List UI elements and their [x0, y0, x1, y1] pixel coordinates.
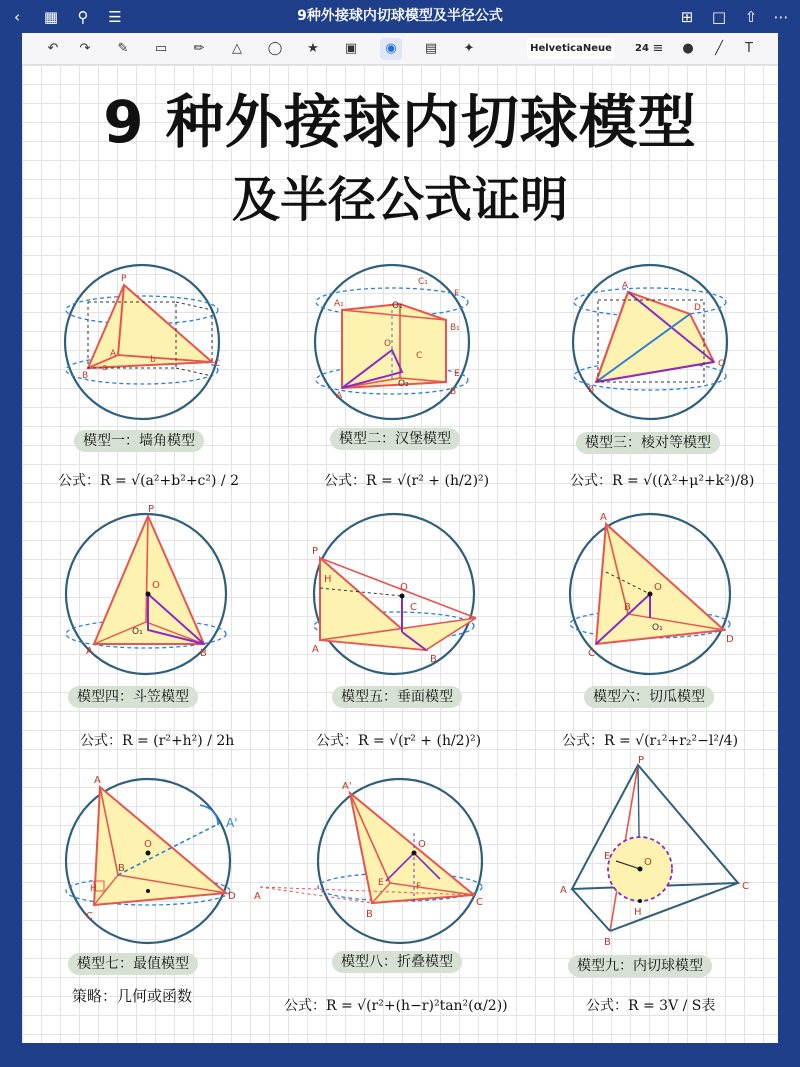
redo-icon[interactable]: ↷: [79, 41, 91, 56]
line-style-icon[interactable]: ╱: [715, 41, 723, 56]
search-icon[interactable]: ⚲: [77, 8, 89, 26]
model-3-name: 模型三：棱对等模型: [576, 432, 720, 454]
label-P: P: [148, 504, 155, 515]
camera-icon[interactable]: ◉: [380, 38, 402, 60]
model-1-formula: 公式：R = √(a²+b²+c²) / 2: [58, 473, 239, 489]
model-6-diagram: [538, 512, 778, 672]
label-A: A: [312, 644, 319, 655]
label-A: A: [336, 391, 343, 401]
note-page: [22, 65, 778, 1043]
label-B: B: [604, 937, 611, 948]
font-selector[interactable]: HelveticaNeue: [527, 38, 615, 59]
model-1: [22, 270, 262, 500]
more-icon[interactable]: ⋯: [773, 8, 789, 26]
top-bar: [0, 0, 800, 33]
label-P: P: [121, 274, 127, 284]
model-9-name: 模型九：内切球模型: [568, 955, 712, 977]
label-A-prime: A': [226, 816, 238, 830]
grid-view-icon[interactable]: ▦: [43, 8, 59, 26]
audio-icon[interactable]: ☰: [108, 8, 122, 26]
label-A: A: [622, 281, 629, 291]
align-icon[interactable]: ≡: [652, 41, 664, 56]
model-5-name: 模型五：垂面模型: [332, 686, 462, 708]
model-8-diagram: [254, 773, 524, 948]
label-O2: O₂: [398, 379, 409, 389]
label-b: b: [150, 355, 156, 365]
label-B: B: [118, 863, 125, 874]
model-8-name: 模型八：折叠模型: [332, 951, 462, 973]
model-2: [280, 270, 520, 500]
model-9: [538, 755, 778, 1023]
model-8-formula: 公式：R = √(r²+(h−r)²tan²(α/2)): [284, 998, 508, 1014]
pen-icon[interactable]: ✎: [117, 41, 129, 56]
label-C: C: [742, 881, 749, 892]
label-O: O: [400, 582, 408, 593]
bookmark-icon[interactable]: □: [711, 8, 727, 26]
label-A: A: [254, 891, 261, 902]
model-4-formula: 公式：R = (r²+h²) / 2h: [80, 733, 235, 749]
model-4-diagram: [22, 504, 262, 672]
label-O1: O₁: [132, 627, 143, 637]
label-A: A: [110, 349, 117, 359]
model-6-formula: 公式：R = √(r₁²+r₂²−l²/4): [562, 733, 739, 749]
label-A: A: [600, 512, 607, 523]
label-B: B: [588, 385, 595, 395]
label-F: F: [454, 289, 460, 299]
label-C1: C₁: [418, 277, 428, 287]
model-6-name: 模型六：切瓜模型: [584, 686, 714, 708]
page-subtitle: 及半径公式证明: [231, 172, 568, 228]
label-E: E: [378, 878, 384, 888]
label-D: D: [726, 634, 734, 645]
label-D: D: [694, 303, 701, 313]
label-H: H: [324, 574, 332, 585]
label-F: F: [416, 882, 422, 892]
label-B: B: [366, 909, 373, 920]
label-B: B: [82, 371, 89, 381]
model-4-name: 模型四：斗笠模型: [68, 686, 198, 708]
model-7: [22, 773, 262, 1023]
label-C: C: [416, 351, 423, 361]
label-C: C: [214, 359, 221, 369]
model-2-name: 模型二：汉堡模型: [330, 428, 460, 450]
model-6: [538, 512, 778, 757]
add-page-icon[interactable]: ⊞: [680, 8, 694, 26]
label-A: A: [94, 775, 101, 786]
label-C: C: [410, 602, 417, 613]
label-E: E: [604, 851, 611, 862]
model-2-diagram: [280, 270, 520, 420]
model-9-diagram: [538, 755, 778, 949]
label-D: D: [228, 891, 236, 902]
label-O1: O₁: [392, 301, 403, 311]
model-3-diagram: [538, 270, 778, 420]
label-O1: O₁: [652, 623, 663, 633]
highlighter-icon[interactable]: ✏: [193, 41, 205, 56]
model-3-formula: 公式：R = √((λ²+μ²+k²)/8): [570, 473, 755, 489]
label-A-prime: A': [342, 781, 352, 792]
text-box-icon[interactable]: T: [745, 41, 753, 56]
back-icon[interactable]: ‹: [14, 8, 20, 26]
page-title: 9 种外接球内切球模型: [103, 88, 697, 156]
image-icon[interactable]: ▣: [344, 41, 358, 56]
color-picker-icon[interactable]: ●: [682, 41, 694, 56]
label-E: E: [454, 369, 460, 379]
label-H: H: [90, 884, 97, 894]
label-O: O: [644, 857, 652, 868]
label-O: O: [418, 839, 426, 850]
editor-toolbar: [22, 33, 778, 65]
model-1-diagram: [22, 270, 262, 420]
label-H: H: [634, 907, 642, 918]
model-5: [280, 512, 520, 757]
label-B1: B₁: [450, 323, 460, 333]
label-C: C: [86, 911, 93, 922]
label-a: a: [102, 363, 108, 373]
shapes-icon[interactable]: △: [232, 41, 242, 56]
label-P: P: [638, 755, 645, 766]
scan-icon[interactable]: ▤: [424, 41, 438, 56]
sticker-icon[interactable]: ★: [307, 41, 319, 56]
label-O: O: [384, 339, 392, 349]
label-B: B: [450, 387, 457, 397]
model-2-formula: 公式：R = √(r² + (h/2)²): [324, 473, 490, 489]
font-size-selector[interactable]: 24: [635, 43, 649, 54]
share-icon[interactable]: ⇧: [744, 8, 758, 26]
laser-icon[interactable]: ✦: [463, 41, 475, 56]
model-3: [538, 270, 778, 500]
model-8: [254, 773, 524, 1023]
window-title: 9种外接球内切球模型及半径公式: [297, 8, 503, 24]
label-B: B: [430, 654, 437, 665]
eraser-icon[interactable]: ▭: [154, 41, 168, 56]
undo-icon[interactable]: ↶: [47, 41, 59, 56]
label-B: B: [624, 602, 631, 613]
model-9-formula: 公式：R = 3V / S表: [586, 998, 716, 1014]
model-1-name: 模型一：墙角模型: [74, 430, 204, 452]
label-C: C: [476, 897, 483, 908]
model-7-diagram: [22, 773, 262, 948]
label-C: C: [588, 648, 595, 659]
label-O: O: [144, 839, 152, 850]
label-C: C: [718, 359, 725, 369]
label-A: A: [86, 646, 93, 657]
label-O: O: [152, 580, 160, 591]
model-7-name: 模型七：最值模型: [68, 953, 198, 975]
label-A1: A₁: [334, 299, 344, 309]
model-7-strategy: 策略：几何或函数: [72, 987, 193, 1005]
label-P: P: [312, 546, 319, 557]
label-O: O: [654, 582, 662, 593]
label-B: B: [200, 648, 207, 659]
model-4: [22, 504, 262, 757]
lasso-icon[interactable]: ◯: [267, 41, 283, 56]
model-5-diagram: [280, 512, 520, 672]
model-5-formula: 公式：R = √(r² + (h/2)²): [316, 733, 482, 749]
label-A: A: [560, 885, 567, 896]
